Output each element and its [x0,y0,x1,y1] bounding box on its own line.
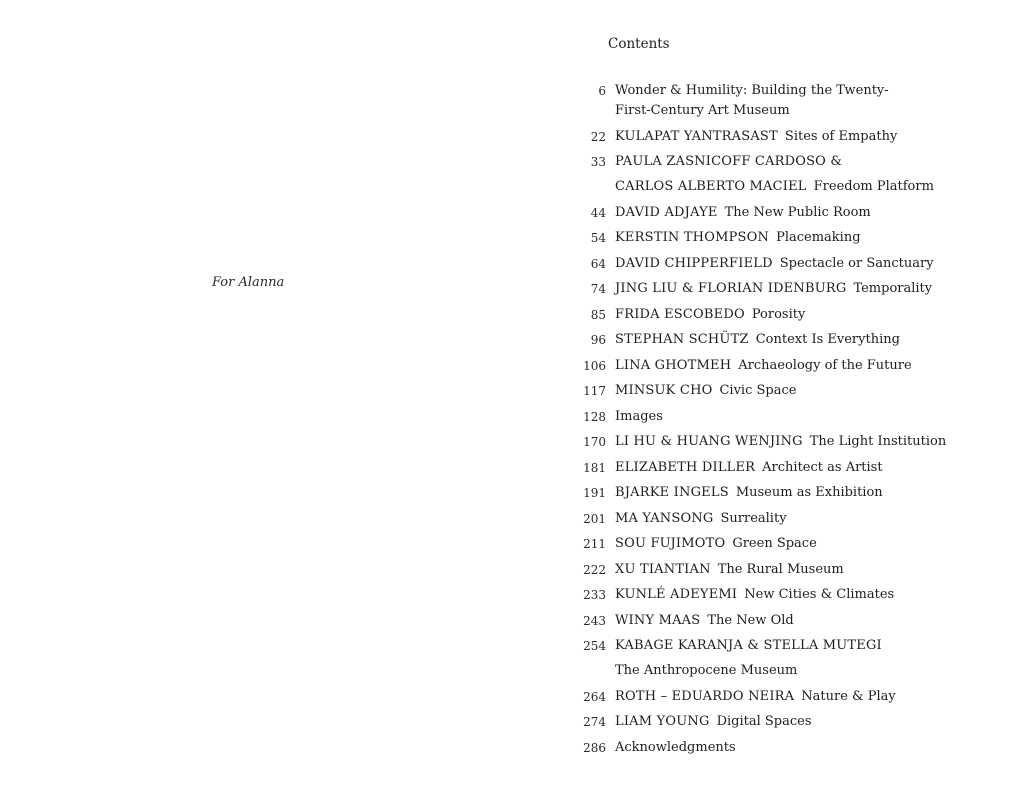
entry-title: Images [615,408,663,424]
page-number: 44 [590,205,606,220]
entry-author: FRIDA ESCOBEDO [615,306,745,322]
entry-title: Spectacle or Sanctuary [779,255,934,271]
page-number: 106 [583,358,606,373]
page-number: 22 [590,129,606,144]
entry-text [615,636,980,681]
toc-entry [560,152,980,197]
toc-entry [560,203,980,223]
toc-entry [560,687,980,707]
entry-title: Surreality [720,510,787,526]
toc-entry [560,712,980,732]
entry-title: Porosity [751,306,806,322]
toc-entry [560,483,980,503]
entry-title: Civic Space [719,383,797,398]
entry-text [615,712,980,732]
page-number: 85 [590,307,606,322]
entry-title: Sites of Empathy [784,128,898,144]
toc-entry [560,636,980,681]
entry-text [615,127,980,147]
entry-author: XU TIANTIAN [615,561,711,577]
toc-entry [560,279,980,299]
entry-text [615,381,980,401]
toc-entry [560,509,980,529]
toc-entry [560,534,980,554]
page-number: 222 [583,562,606,577]
page-number: 254 [583,639,606,653]
entry-text [615,611,980,631]
entry-title: Digital Spaces [716,714,812,729]
entry-title: Architect as Artist [762,459,883,475]
entry-title: Green Space [732,536,817,551]
entry-text [615,560,980,580]
page-number: 117 [583,384,606,398]
entry-text [615,228,980,248]
page-number: 201 [583,511,606,526]
page-number: 211 [583,537,606,551]
page-number: 286 [583,740,606,755]
toc-entry [560,738,980,758]
entry-text [615,432,980,452]
entry-text [615,534,980,554]
page-number: 264 [583,689,606,704]
entry-author: DAVID ADJAYE [615,204,718,220]
entry-text [615,585,980,605]
entry-text [615,330,980,350]
entry-author: PAULA ZASNICOFF CARDOSO & [615,154,843,169]
toc-entry [560,228,980,248]
page-number: 64 [590,256,606,271]
entry-author: ROTH – EDUARDO NEIRA [615,688,795,704]
entry-author: KERSTIN THOMPSON [615,230,770,245]
entry-second-line [615,661,980,681]
entry-title: Nature & Play [801,688,896,704]
entry-text [615,254,980,274]
entry-text [615,356,980,376]
entry-title: The Anthropocene Museum [615,663,798,678]
entry-author: KABAGE KARANJA & STELLA MUTEGI [615,638,882,653]
entry-author: STEPHAN SCHÜTZ [615,332,749,347]
entry-title: Temporality [853,281,933,296]
entry-text [615,407,980,427]
entry-author: LINA GHOTMEH [615,357,732,373]
toc-entry [560,254,980,274]
toc-entry [560,81,980,121]
entry-text [615,279,980,299]
page-number: 33 [590,155,606,169]
entry-title: Archaeology of the Future [738,357,912,373]
entry-author: MINSUK CHO [615,383,713,398]
entry-author: SOU FUJIMOTO [615,536,726,551]
page-number: 74 [590,282,606,296]
page-number: 128 [583,409,606,424]
entry-title: The Rural Museum [717,561,844,577]
entry-author: LI HU & HUANG WENJING [615,434,803,449]
page-number: 96 [590,333,606,347]
entry-text [615,305,980,325]
contents-heading: Contents [608,36,670,52]
toc-entry [560,330,980,350]
page-number: 54 [590,231,606,245]
toc-entry [560,407,980,427]
entry-text [615,483,980,503]
entry-author: LIAM YOUNG [615,714,710,729]
entry-text [615,203,980,223]
table-of-contents [560,81,980,763]
entry-text [615,152,980,197]
page-number: 6 [598,84,606,98]
toc-entry [560,356,980,376]
toc-entry [560,560,980,580]
toc-entry [560,381,980,401]
entry-author: ELIZABETH DILLER [615,459,756,475]
page-number: 170 [583,435,606,449]
page-number: 191 [583,486,606,500]
entry-second-line [615,177,980,197]
toc-entry [560,585,980,605]
entry-title: The Light Institution [809,434,947,449]
entry-title: Acknowledgments [615,739,736,755]
entry-title: Museum as Exhibition [735,485,883,500]
toc-entry [560,432,980,452]
toc-entry [560,127,980,147]
page-number: 274 [583,715,606,729]
page-number: 233 [583,588,606,602]
toc-entry [560,458,980,478]
entry-title: The New Old [707,612,794,628]
toc-entry [560,305,980,325]
entry-text [615,509,980,529]
entry-author: KULAPAT YANTRASAST [615,128,778,144]
page-number: 181 [583,460,606,475]
entry-title: New Cities & Climates [744,587,895,602]
entry-title: The New Public Room [724,204,871,220]
entry-author: CARLOS ALBERTO MACIEL [615,179,807,194]
entry-author: DAVID CHIPPERFIELD [615,255,773,271]
entry-title: Wonder & Humility: Building the Twenty-First-Century Art Museum [615,83,889,118]
entry-text [615,687,980,707]
entry-title: Context Is Everything [755,332,900,347]
entry-title: Placemaking [776,230,861,245]
page-number: 243 [583,613,606,628]
entry-author: BJARKE INGELS [615,485,729,500]
entry-title: Freedom Platform [813,179,934,194]
entry-text [615,81,915,121]
toc-entry [560,611,980,631]
entry-author: JING LIU & FLORIAN IDENBURG [615,281,847,296]
entry-text [615,458,980,478]
entry-author: MA YANSONG [615,510,714,526]
entry-author: WINY MAAS [615,612,701,628]
entry-text [615,738,980,758]
entry-author: KUNLÉ ADEYEMI [615,587,738,602]
dedication: For Alanna [212,275,285,290]
